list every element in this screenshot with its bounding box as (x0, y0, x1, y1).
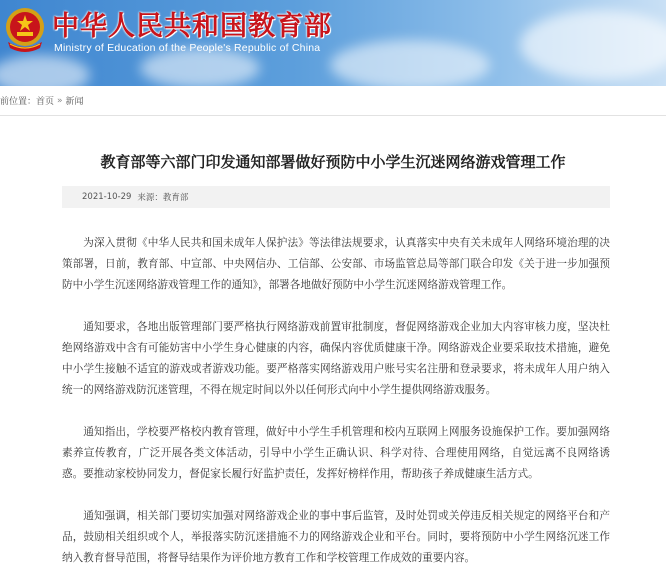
breadcrumb (0, 86, 666, 116)
article-date: 2021-10-29 (82, 192, 132, 202)
banner-cloud (330, 40, 490, 86)
article-source-label: 来源： (137, 193, 163, 203)
double-chevron-icon: » (57, 95, 63, 106)
banner-cloud (0, 55, 90, 86)
national-emblem-icon[interactable] (4, 6, 46, 54)
article-paragraph: 通知强调，相关部门要切实加强对网络游戏企业的事中事后监管，及时处罚或关停违反相关规定的网络平台和产品，鼓励相关组织或个人，举报落实防沉迷措施不力的网络游戏企业和平台。同时，要将预防中小学生网络沉迷工作纳入教育督导范围，将督导结果作为评价地方教育工作和学校管理工作成效的重要内容。 (62, 510, 610, 564)
article-paragraph: 通知要求，各地出版管理部门要严格执行网络游戏前置审批制度，督促网络游戏企业加大内容审核力度，坚决杜绝网络游戏中含有可能妨害中小学生身心健康的内容，确保内容优质健康干净。网络游戏企业要采取技术措施，避免中小学生接触不适宜的游戏或者游戏功能。要严格落实网络游戏用户账号实名注册和登录要求，将未成年人用户纳入统一的网络游戏防沉迷管理，不得在规定时间以外以任何形式向中小学生提供网络游戏服务。 (62, 321, 610, 396)
article-body (62, 233, 610, 588)
article-meta (62, 186, 610, 208)
banner-cloud (520, 10, 666, 80)
site-header-banner (0, 0, 666, 86)
breadcrumb-home-link[interactable]: 首页 (36, 97, 55, 107)
site-title-english: Ministry of Education of the People's Republic of China (54, 42, 321, 54)
article-source: 教育部 (162, 193, 189, 203)
site-title[interactable]: 中华人民共和国教育部 (52, 11, 332, 42)
breadcrumb-prefix: 前位置： (0, 97, 37, 107)
breadcrumb-news-link[interactable]: 新闻 (65, 97, 84, 107)
article-paragraph: 通知指出，学校要严格校内教育管理，做好中小学生手机管理和校内互联网上网服务设施保护工作。要加强网络素养宣传教育，广泛开展各类文体活动，引导中小学生正确认识、科学对待、合理使用网络，自觉远离不良网络诱惑。要推动家校协同发力，督促家长履行好监护责任，发挥好榜样作用，帮助孩子养成健康生活方式。 (62, 426, 610, 480)
article-paragraph: 为深入贯彻《中华人民共和国未成年人保护法》等法律法规要求，认真落实中央有关未成年人网络环境治理的决策部署，日前，教育部、中宣部、中央网信办、工信部、公安部、市场监管总局等部门联合印发《关于进一步加强预防中小学生沉迷网络游戏管理工作的通知》，部署各地做好预防中小学生沉迷网络游戏管理工作。 (62, 237, 610, 291)
article-title: 教育部等六部门印发通知部署做好预防中小学生沉迷网络游戏管理工作 (100, 153, 566, 171)
